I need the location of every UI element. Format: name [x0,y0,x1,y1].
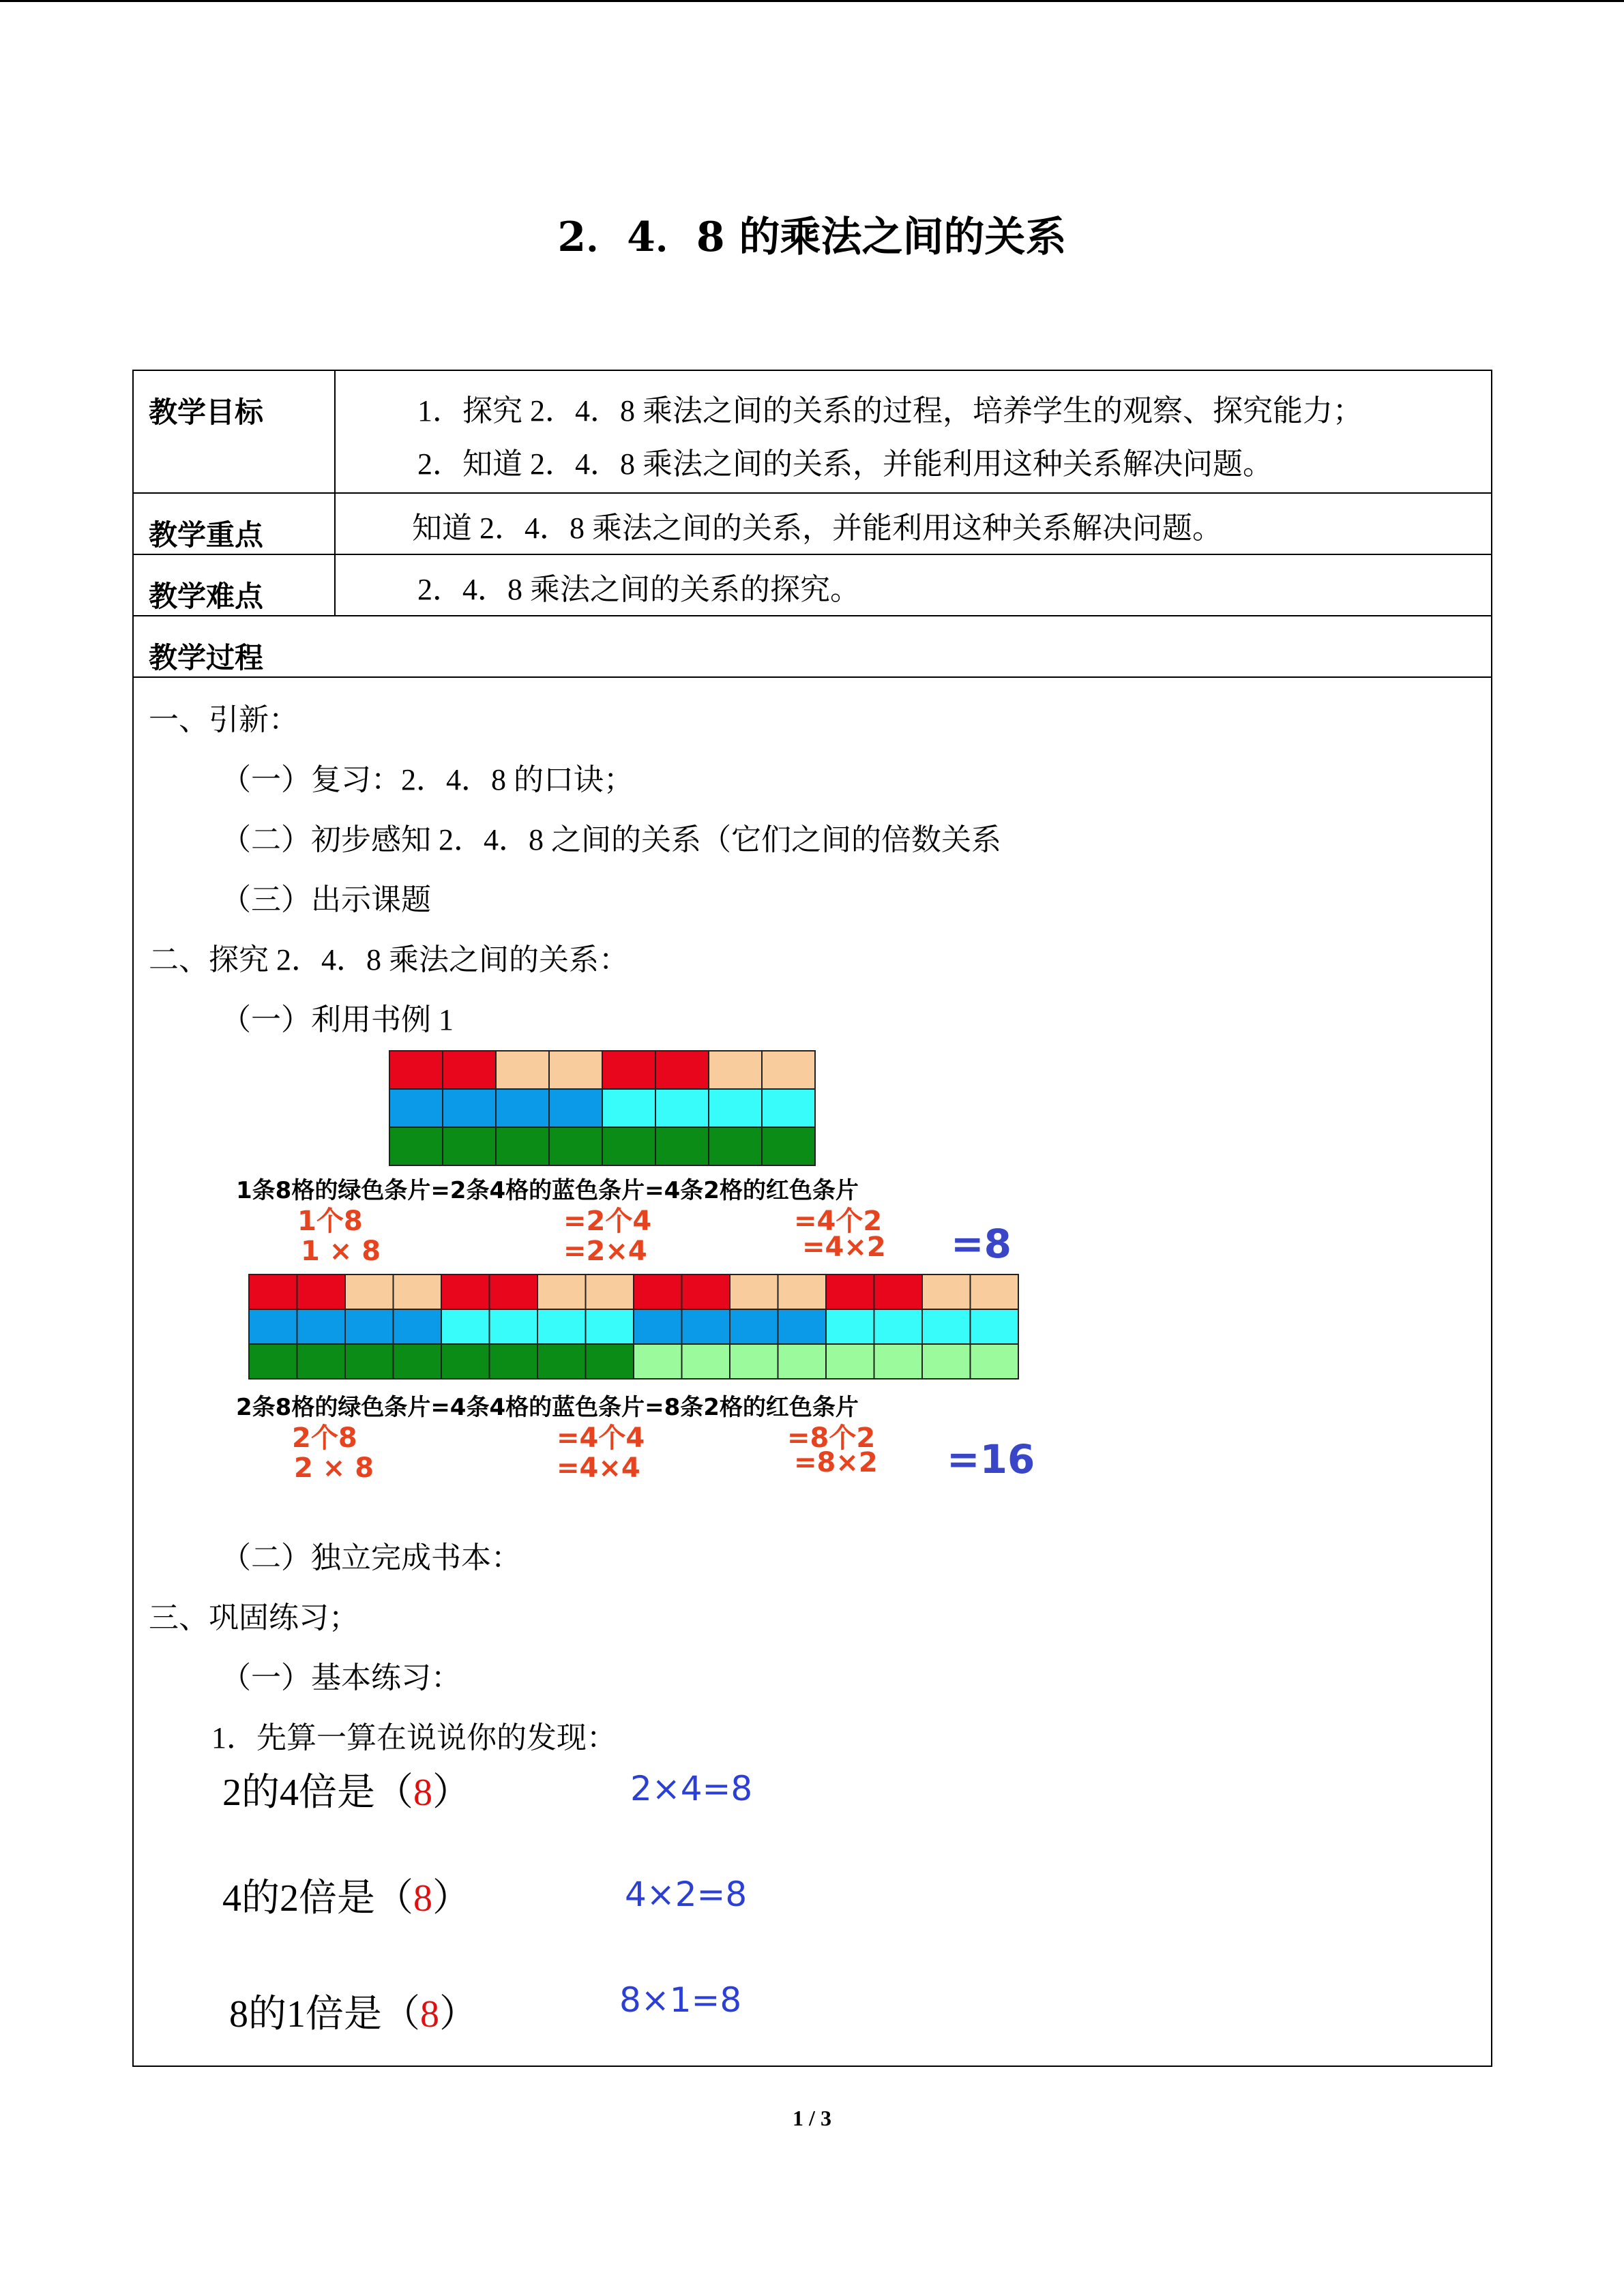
grid2-cell-r2-c9 [682,1344,730,1379]
d1-col1-line2: 1 × 8 [301,1236,381,1267]
grid2-cell-r1-c7 [586,1309,634,1344]
grid2-cell-r0-c7 [586,1274,634,1309]
process-body-cell [133,677,1492,2066]
exercise-2-answer: 8 [413,1877,432,1920]
grid2-cell-r1-c10 [730,1309,778,1344]
grid2-cell-r0-c6 [537,1274,586,1309]
grid2-cell-r0-c9 [682,1274,730,1309]
grid2-cell-r2-c2 [345,1344,394,1379]
grid1-cell-r1-c1 [443,1089,496,1127]
exercise-3-prefix: 8的1倍是（ [229,1993,420,2036]
grid2-cell-r1-c14 [922,1309,971,1344]
grid2-cell-r1-c0 [249,1309,297,1344]
exercise-1 [222,1762,471,1817]
grid2-cell-r1-c8 [634,1309,682,1344]
page-title: 2．4．8 的乘法之间的关系 [557,213,1067,261]
exercise-2-equation: 4×2=8 [625,1875,748,1914]
diagram-2-caption: 2条8格的绿色条片=4条4格的蓝色条片=8条2格的红色条片 [236,1394,859,1421]
grid2-cell-r1-c11 [778,1309,827,1344]
grid2-cell-r2-c0 [249,1344,297,1379]
grid1-cell-r0-c3 [549,1051,602,1089]
d1-col3-line2: =4×2 [802,1232,886,1263]
row-teaching-goals [133,370,1492,493]
goal-line-1: 1．探究 2．4．8 乘法之间的关系的过程，培养学生的观察、探究能力； [417,394,1363,428]
grid2-cell-r0-c10 [730,1274,778,1309]
difficulty-text: 2．4．8 乘法之间的关系的探究。 [417,573,860,606]
row-key-points [133,493,1492,554]
strip-diagram-1 [389,1050,816,1167]
lesson-plan-table [132,370,1492,2067]
grid1-cell-r0-c7 [762,1051,815,1089]
grid2-cell-r1-c9 [682,1309,730,1344]
grid2-cell-r1-c3 [394,1309,442,1344]
section-1c: （三）出示课题 [221,883,431,916]
exercise-1-answer: 8 [413,1772,432,1814]
grid2-cell-r2-c1 [297,1344,346,1379]
d1-total: =8 [951,1221,1012,1267]
row-difficulty [133,554,1492,616]
grid1-cell-r0-c2 [496,1051,549,1089]
exercise-1-equation: 2×4=8 [630,1769,753,1808]
grid2-cell-r0-c15 [971,1274,1019,1309]
d1-col3-line1: =4个2 [794,1206,883,1237]
grid2-cell-r1-c12 [826,1309,874,1344]
d1-col2-line1: =2个4 [563,1206,652,1237]
grid2-cell-r2-c3 [394,1344,442,1379]
exercise-3 [229,1984,477,2038]
grid1-cell-r1-c5 [655,1089,709,1127]
grid1-cell-r2-c1 [443,1127,496,1165]
grid2-cell-r2-c4 [441,1344,490,1379]
key-points-content [335,493,1492,554]
grid2-cell-r1-c4 [441,1309,490,1344]
d2-col1-line2: 2 × 8 [294,1452,374,1484]
grid1-cell-r0-c1 [443,1051,496,1089]
grid2-cell-r0-c12 [826,1274,874,1309]
grid2-cell-r0-c5 [490,1274,538,1309]
grid2-cell-r0-c0 [249,1274,297,1309]
section-1b: （二）初步感知 2．4．8 之间的关系（它们之间的倍数关系 [221,823,1001,856]
difficulty-content [335,554,1492,616]
grid1-cell-r2-c4 [602,1127,655,1165]
exercise-3-equation: 8×1=8 [619,1980,742,2020]
exercise-2 [222,1868,471,1922]
grid1-cell-r1-c7 [762,1089,815,1127]
grid2-cell-r0-c14 [922,1274,971,1309]
grid2-cell-r2-c6 [537,1344,586,1379]
grid2-cell-r1-c15 [971,1309,1019,1344]
label-key-points: 教学重点 [133,493,335,554]
grid1-cell-r2-c0 [389,1127,443,1165]
grid2-cell-r0-c11 [778,1274,827,1309]
grid2-cell-r1-c13 [874,1309,923,1344]
top-border-line [0,0,1624,2]
grid1-cell-r1-c6 [709,1089,762,1127]
grid2-cell-r2-c14 [922,1344,971,1379]
grid2-cell-r0-c3 [394,1274,442,1309]
grid2-cell-r0-c2 [345,1274,394,1309]
grid1-cell-r0-c6 [709,1051,762,1089]
grid2-cell-r2-c11 [778,1344,827,1379]
goals-content [335,370,1492,493]
exercise-1-prefix: 2的4倍是（ [222,1772,413,1814]
grid2-cell-r1-c2 [345,1309,394,1344]
page-number: 1 / 3 [793,2106,831,2130]
d2-col1-line1: 2个8 [292,1422,357,1454]
section-3a: （一）基本练习： [221,1661,461,1695]
strip-diagram-2 [248,1274,1020,1380]
row-process-header [133,616,1492,677]
goal-line-2: 2．知道 2．4．8 乘法之间的关系，并能利用这种关系解决问题。 [417,447,1273,481]
section-2-heading: 二、探究 2．4．8 乘法之间的关系： [149,943,629,976]
row-process-body [133,677,1492,2066]
exercise-3-suffix: ） [439,1993,477,2036]
section-2a: （一）利用书例 1 [221,1003,454,1037]
section-3a-item-1: 1．先算一算在说说你的发现： [211,1721,617,1755]
grid1-cell-r1-c0 [389,1089,443,1127]
grid2-cell-r2-c7 [586,1344,634,1379]
section-1a: （一）复习：2．4．8 的口诀； [221,763,634,796]
section-2b: （二）独立完成书本： [221,1541,521,1575]
key-points-text: 知道 2．4．8 乘法之间的关系，并能利用这种关系解决问题。 [412,511,1222,545]
d1-col1-line1: 1个8 [297,1206,363,1237]
exercise-3-answer: 8 [420,1993,439,2036]
grid2-cell-r1-c5 [490,1309,538,1344]
d2-col2-line1: =4个4 [557,1422,645,1454]
grid2-cell-r0-c8 [634,1274,682,1309]
d2-col3-line1: =8个2 [787,1422,876,1454]
d2-col3-line2: =8×2 [794,1447,878,1478]
grid1-cell-r1-c2 [496,1089,549,1127]
grid2-cell-r0-c13 [874,1274,923,1309]
grid2-cell-r1-c1 [297,1309,346,1344]
section-1-heading: 一、引新： [149,703,299,736]
grid2-cell-r2-c12 [826,1344,874,1379]
grid1-cell-r2-c6 [709,1127,762,1165]
label-difficulty: 教学难点 [133,554,335,616]
grid2-cell-r2-c5 [490,1344,538,1379]
exercise-2-prefix: 4的2倍是（ [222,1877,413,1920]
d1-col2-line2: =2×4 [563,1236,647,1267]
d2-total: =16 [947,1436,1035,1482]
grid2-cell-r0-c4 [441,1274,490,1309]
exercise-1-suffix: ） [432,1772,471,1814]
d2-col2-line2: =4×4 [557,1452,640,1484]
grid1-cell-r2-c2 [496,1127,549,1165]
grid2-cell-r2-c8 [634,1344,682,1379]
grid1-cell-r1-c4 [602,1089,655,1127]
grid2-cell-r2-c15 [971,1344,1019,1379]
grid1-cell-r2-c5 [655,1127,709,1165]
grid1-cell-r0-c0 [389,1051,443,1089]
diagram-1-caption: 1条8格的绿色条片=2条4格的蓝色条片=4条2格的红色条片 [236,1177,859,1204]
grid2-cell-r0-c1 [297,1274,346,1309]
grid2-cell-r2-c13 [874,1344,923,1379]
grid1-cell-r1-c3 [549,1089,602,1127]
grid1-cell-r2-c3 [549,1127,602,1165]
exercise-2-suffix: ） [432,1877,471,1920]
label-teaching-goals: 教学目标 [133,370,335,493]
grid2-cell-r1-c6 [537,1309,586,1344]
grid1-cell-r0-c5 [655,1051,709,1089]
grid2-cell-r2-c10 [730,1344,778,1379]
section-3-heading: 三、巩固练习； [149,1601,359,1635]
grid1-cell-r0-c4 [602,1051,655,1089]
process-body [134,678,1491,2066]
grid1-cell-r2-c7 [762,1127,815,1165]
label-teaching-process: 教学过程 [133,616,1492,677]
